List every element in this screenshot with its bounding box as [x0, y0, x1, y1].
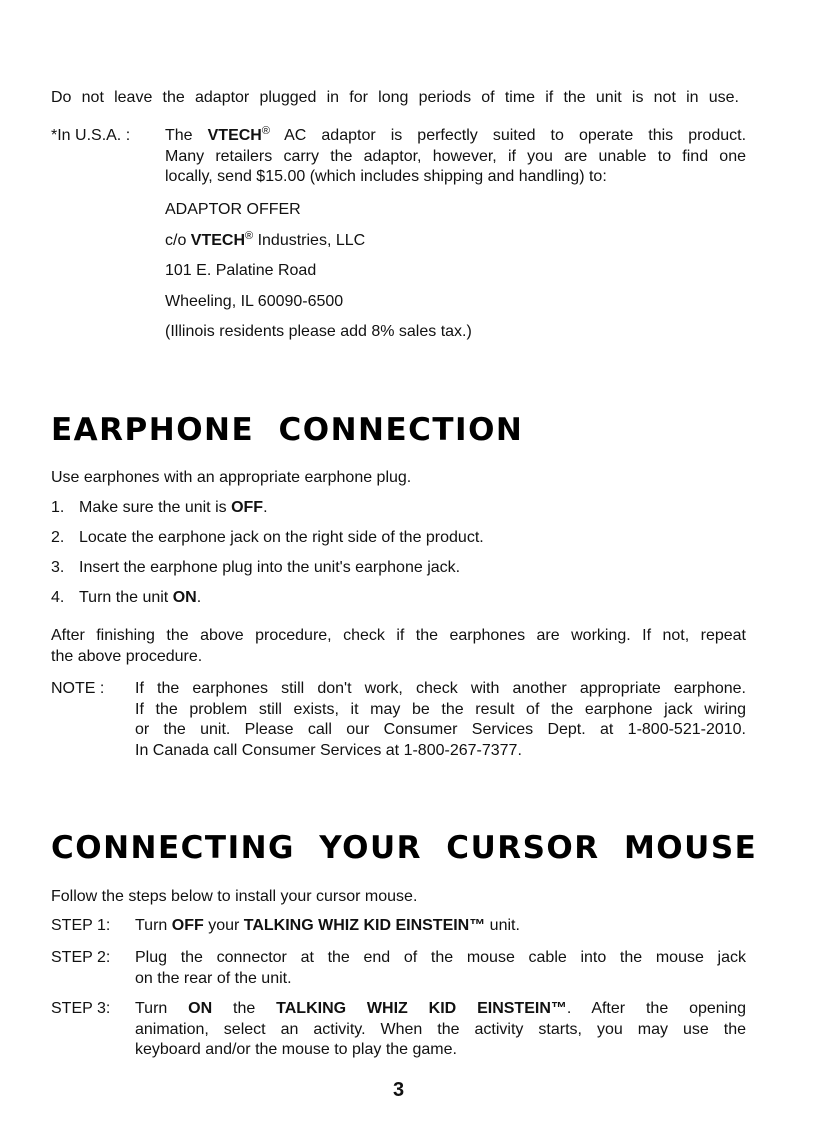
registered-mark: ® — [261, 125, 270, 137]
address-line-3: 101 E. Palatine Road — [165, 262, 317, 279]
mouse-intro: Follow the steps below to install your cursor mouse. — [51, 888, 418, 905]
address-line-1: ADAPTOR OFFER — [165, 201, 301, 218]
note-line-3: or the unit. Please call our Consumer Services Dept. at 1-800-521-2010. — [135, 721, 746, 738]
usa-label: *In U.S.A. : — [51, 127, 131, 144]
earphone-intro: Use earphones with an appropriate earphone plug. — [51, 469, 412, 486]
mouse-step-1-text: Turn OFF your TALKING WHIZ KID EINSTEIN™ unit. — [135, 917, 520, 934]
brand-name: VTECH — [207, 127, 262, 144]
earphone-step-4: 4. Turn the unit ON. — [51, 589, 202, 606]
manual-page — [51, 0, 758, 1142]
address-line-5: (Illinois residents please add 8% sales tax.) — [165, 323, 472, 340]
note-line-1: If the earphones still don't work, check with another appropriate earphone. — [135, 680, 746, 697]
usa-line-1: The VTECH® AC adaptor is perfectly suited to operate this product. — [165, 125, 747, 144]
earphone-heading: EARPHONE CONNECTION — [51, 412, 524, 448]
mouse-step-3-text: Turn ON the TALKING WHIZ KID EINSTEIN™. After the opening animation, select an activity. When the activity starts, you may use the keyboard and/or the mouse to play the game. — [135, 1000, 747, 1058]
mouse-step-2-label: STEP 2: — [51, 949, 111, 966]
earphone-step-2: 2. Locate the earphone jack on the right side of the product. — [51, 529, 484, 546]
usa-paragraph — [165, 126, 746, 188]
after-line-2: the above procedure. — [51, 647, 203, 665]
product-name: TALKING WHIZ KID EINSTEIN™ — [243, 917, 486, 934]
mouse-step-1-label: STEP 1: — [51, 917, 111, 934]
earphone-step-3: 3. Insert the earphone plug into the unit's earphone jack. — [51, 559, 461, 576]
brand-name-address: VTECH — [190, 231, 246, 249]
note-line-4: In Canada call Consumer Services at 1-800-267-7377. — [135, 741, 522, 759]
address-block — [165, 200, 472, 343]
note-label: NOTE : — [51, 680, 105, 697]
earphone-step-1: 1. Make sure the unit is OFF. — [51, 499, 268, 516]
usa-line-2: Many retailers carry the adaptor, however, if you are unable to find one — [165, 147, 746, 165]
product-name-step-3: TALKING WHIZ KID EINSTEIN™ — [276, 1000, 567, 1017]
note-line-2: If the problem still exists, it may be the result of the earphone jack wiring — [135, 700, 746, 718]
usa-line-3: locally, send $15.00 (which includes shipping and handling) to: — [165, 168, 607, 185]
adaptor-intro: Do not leave the adaptor plugged in for long periods of time if the unit is not in use. — [51, 89, 739, 106]
mouse-step-3-label: STEP 3: — [51, 1000, 111, 1017]
earphone-steps — [51, 498, 746, 618]
note-paragraph — [135, 679, 746, 761]
mouse-heading: CONNECTING YOUR CURSOR MOUSE — [51, 830, 758, 866]
address-line-2: c/o VTECH® Industries, LLC — [165, 229, 366, 249]
after-line-1: After finishing the above procedure, check if the earphones are working. If not, repeat — [51, 627, 746, 644]
earphone-after-paragraph — [51, 626, 746, 667]
address-line-4: Wheeling, IL 60090-6500 — [165, 292, 344, 310]
mouse-step-2-text: Plug the connector at the end of the mouse cable into the mouse jack on the rear of the unit. — [135, 949, 746, 987]
page-number: 3 — [392, 1079, 405, 1101]
